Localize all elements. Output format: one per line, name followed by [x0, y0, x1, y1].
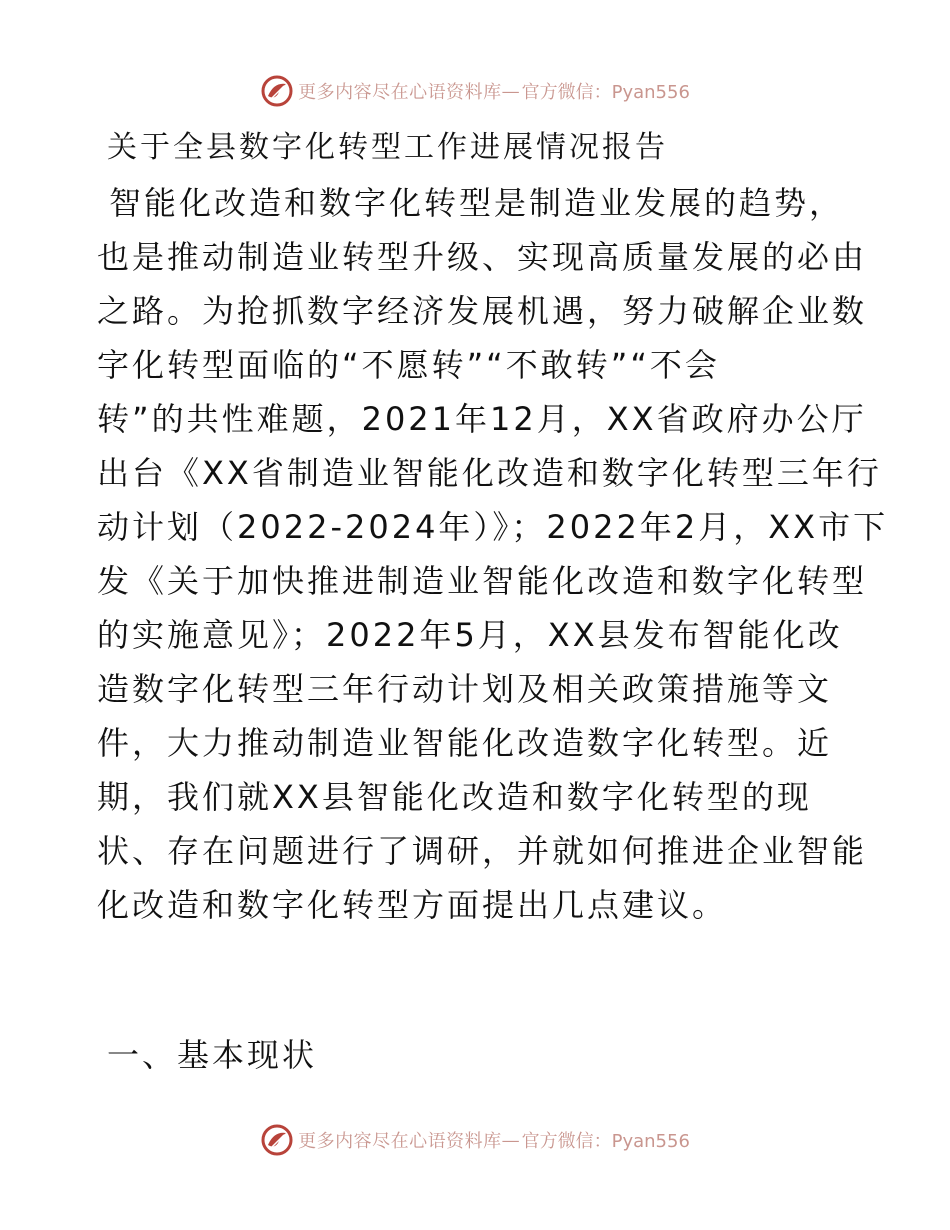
paragraph-line: 件，大力推动制造业智能化改造数字化转型。近	[97, 724, 833, 762]
paragraph-line: 的实施意见》；2022年5月，XX县发布智能化改	[97, 616, 843, 654]
banner-wechat: 官方微信：Pyan556	[521, 82, 690, 103]
banner-wechat: 官方微信：Pyan556	[521, 1131, 690, 1152]
paragraph-line: 转”的共性难题，2021年12月，XX省政府办公厅	[97, 400, 867, 438]
logo-icon	[260, 1123, 294, 1157]
paragraph-line: 状、存在问题进行了调研，并就如何推进企业智能	[97, 832, 868, 870]
paragraph-line: 出台《XX省制造业智能化改造和数字化转型三年行	[97, 454, 882, 492]
header-banner	[0, 69, 950, 113]
paragraph-line: 发《关于加快推进制造业智能化改造和数字化转型	[97, 562, 868, 600]
paragraph-line: 造数字化转型三年行动计划及相关政策措施等文	[97, 670, 833, 708]
paragraph-line: 期，我们就XX县智能化改造和数字化转型的现	[97, 778, 812, 816]
section-heading: 一、基本现状	[107, 1036, 318, 1074]
banner-text: 更多内容尽在心语资料库	[298, 82, 502, 103]
paragraph-line: 字化转型面临的“不愿转”“不敢转”“不会	[97, 346, 720, 384]
logo-icon	[260, 74, 294, 108]
paragraph-line: 动计划（2022-2024年）》；2022年2月，XX市下	[97, 508, 889, 546]
paragraph-line: 之路。为抢抓数字经济发展机遇，努力破解企业数	[97, 292, 868, 330]
paragraph-line: 也是推动制造业转型升级、实现高质量发展的必由	[97, 238, 868, 276]
document-title: 关于全县数字化转型工作进展情况报告	[107, 130, 668, 165]
banner-text: 更多内容尽在心语资料库	[298, 1131, 502, 1152]
footer-banner	[0, 1118, 950, 1162]
paragraph-line: 化改造和数字化转型方面提出几点建议。	[97, 886, 728, 924]
body-paragraph	[97, 176, 888, 932]
paragraph-line: 智能化改造和数字化转型是制造业发展的趋势，	[109, 184, 845, 222]
banner-separator: —	[501, 80, 520, 102]
banner-separator: —	[501, 1129, 520, 1151]
